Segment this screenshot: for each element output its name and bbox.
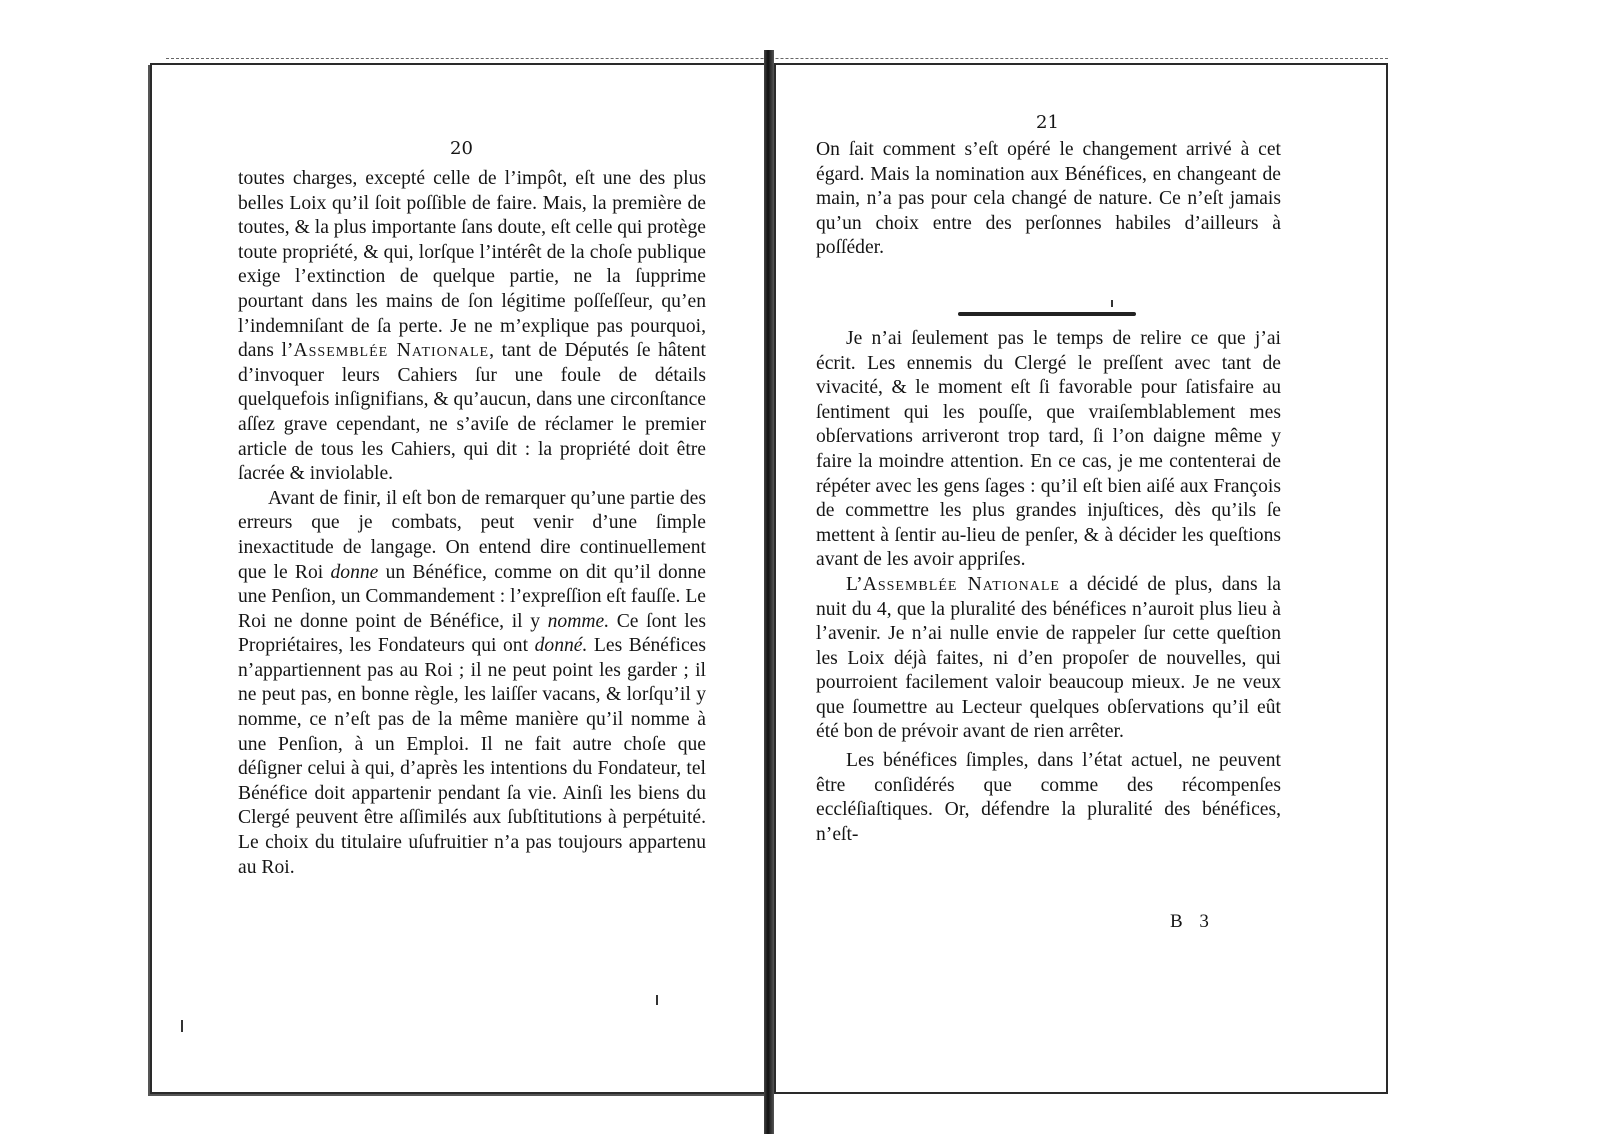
- margin-speck: [1111, 300, 1113, 307]
- margin-speck: [181, 1020, 183, 1032]
- right-page-text: [816, 138, 1281, 847]
- emphasis-text: donne: [330, 561, 379, 583]
- section-divider-rule: [958, 312, 1136, 316]
- text-run: Ce ſont les Propriétaires, les Fondateurs qui ont: [238, 610, 706, 657]
- text-run: un Bénéfice, comme on dit qu’il donne une Penſion, un Commandement : l’expreſſion eſt fauſſe. Le Roi ne donne point de Bénéfice, il y: [238, 561, 706, 632]
- text-run: Avant de finir, il eſt bon de remarquer qu’une partie des erreurs que je combats, peut venir d’une ſimple inexactitude de langage. On entend dire continuellement que le Roi: [238, 487, 706, 583]
- emphasis-text: nomme.: [547, 610, 610, 632]
- text-run: toutes charges, excepté celle de l’impôt, eſt une des plus belles Loix qu’il ſoit poſſible de faire. Mais, la première de toutes, & la plus importante ſans doute, eſt celle qui protège toute propriété, & qui, lorſque l’intérêt de la choſe publique exige l’extinction de quelque partie, ne la ſupprime pourtant dans les mains de ſon légitime poſſeſſeur, qu’en l’indemniſant de ſa perte. Je ne m’explique pas pourquoi, dans l’: [238, 168, 706, 362]
- left-page-text: [238, 167, 706, 880]
- text-run: L’: [846, 573, 863, 595]
- right-page-number: 21: [1036, 112, 1059, 133]
- text-run: Les bénéfices ſimples, dans l’état actuel, ne peuvent être conſidérés que comme des récompenſes eccléſiaſtiques. Or, défendre la pluralité des bénéfices, n’eſt-: [816, 750, 1281, 845]
- left-page-number: 20: [450, 138, 473, 159]
- book-spine: [764, 50, 774, 1134]
- paragraph: [238, 487, 706, 881]
- text-run: , tant de Députés ſe hâtent d’invoquer leurs Cahiers ſur une foule de détails quelquefois inſignifians, & qu’aucun, dans une circonſtance aſſez grave cependant, ne s’aviſe de réclamer le premier article de tous les Cahiers, qui dit : la propriété doit être ſacrée & inviolable.: [238, 340, 706, 485]
- paragraph: [816, 327, 1281, 573]
- text-run: Je n’ai ſeulement pas le temps de relire ce que j’ai écrit. Les ennemis du Clergé le preſſent avec tant de vivacité, & le moment eſt ſi favorable pour ſatisfaire au ſentiment qui les pouſſe, que vraiſemblablement mes obſervations arriveront trop tard, ſi l’on daigne même y faire la moindre attention. En ce cas, je me contenterai de répéter avec les gens ſages : qu’il eſt bien aiſé aux François de commettre les plus grandes injuſtices, dès qu’ils ſe mettent à ſentir au-lieu de penſer, & à décider les queſtions avant de les avoir appriſes.: [816, 327, 1281, 571]
- margin-speck: [656, 995, 658, 1005]
- text-run: a décidé de plus, dans la nuit du 4, que la pluralité des bénéfices n’auroit plus lieu à l’avenir. Je n’ai nulle envie de rappeler ſur cette queſtion les Loix déjà faites, ni d’en propoſer de nouvelles, qui pourroient facilement valoir beaucoup mieux. Je ne veux que ſoumettre au Lecteur quelques obſervations qu’il eût été bon de prévoir avant de rien arrêter.: [816, 573, 1281, 743]
- small-caps-text: Assemblée Nationale: [862, 573, 1060, 595]
- page-edge-line: [166, 58, 1388, 59]
- emphasis-text: donné.: [534, 635, 588, 657]
- signature-mark: B 3: [1170, 911, 1215, 932]
- text-run: Les Bénéfices n’appartiennent pas au Roi ; il ne peut point les garder ; il ne peut pas, en bonne règle, les laiſſer vacans, & lorſqu’il y nomme, ce n’eſt pas de la même manière qu’il nomme à une Penſion, à un Emploi. Il ne fait autre choſe que déſigner celui à qui, d’après les intentions du Fondateur, tel Bénéfice doit appartenir pendant ſa vie. Ainſi les biens du Clergé peuvent être aſſimilés aux ſubſtitutions à perpétuité. Le choix du titulaire uſufruitier n’a pas toujours appartenu au Roi.: [238, 635, 706, 878]
- paragraph: [816, 749, 1281, 847]
- text-run: On ſait comment s’eſt opéré le changement arrivé à cet égard. Mais la nomination aux Bénéfices, en changeant de main, n’a pas pour cela changé de nature. Ce n’eſt jamais qu’un choix entre des perſonnes habiles d’ailleurs à poſſéder.: [816, 139, 1281, 259]
- small-caps-text: Assemblée Nationale: [293, 340, 490, 362]
- paragraph: [238, 167, 706, 487]
- paragraph: [816, 573, 1281, 745]
- paragraph: [816, 138, 1281, 261]
